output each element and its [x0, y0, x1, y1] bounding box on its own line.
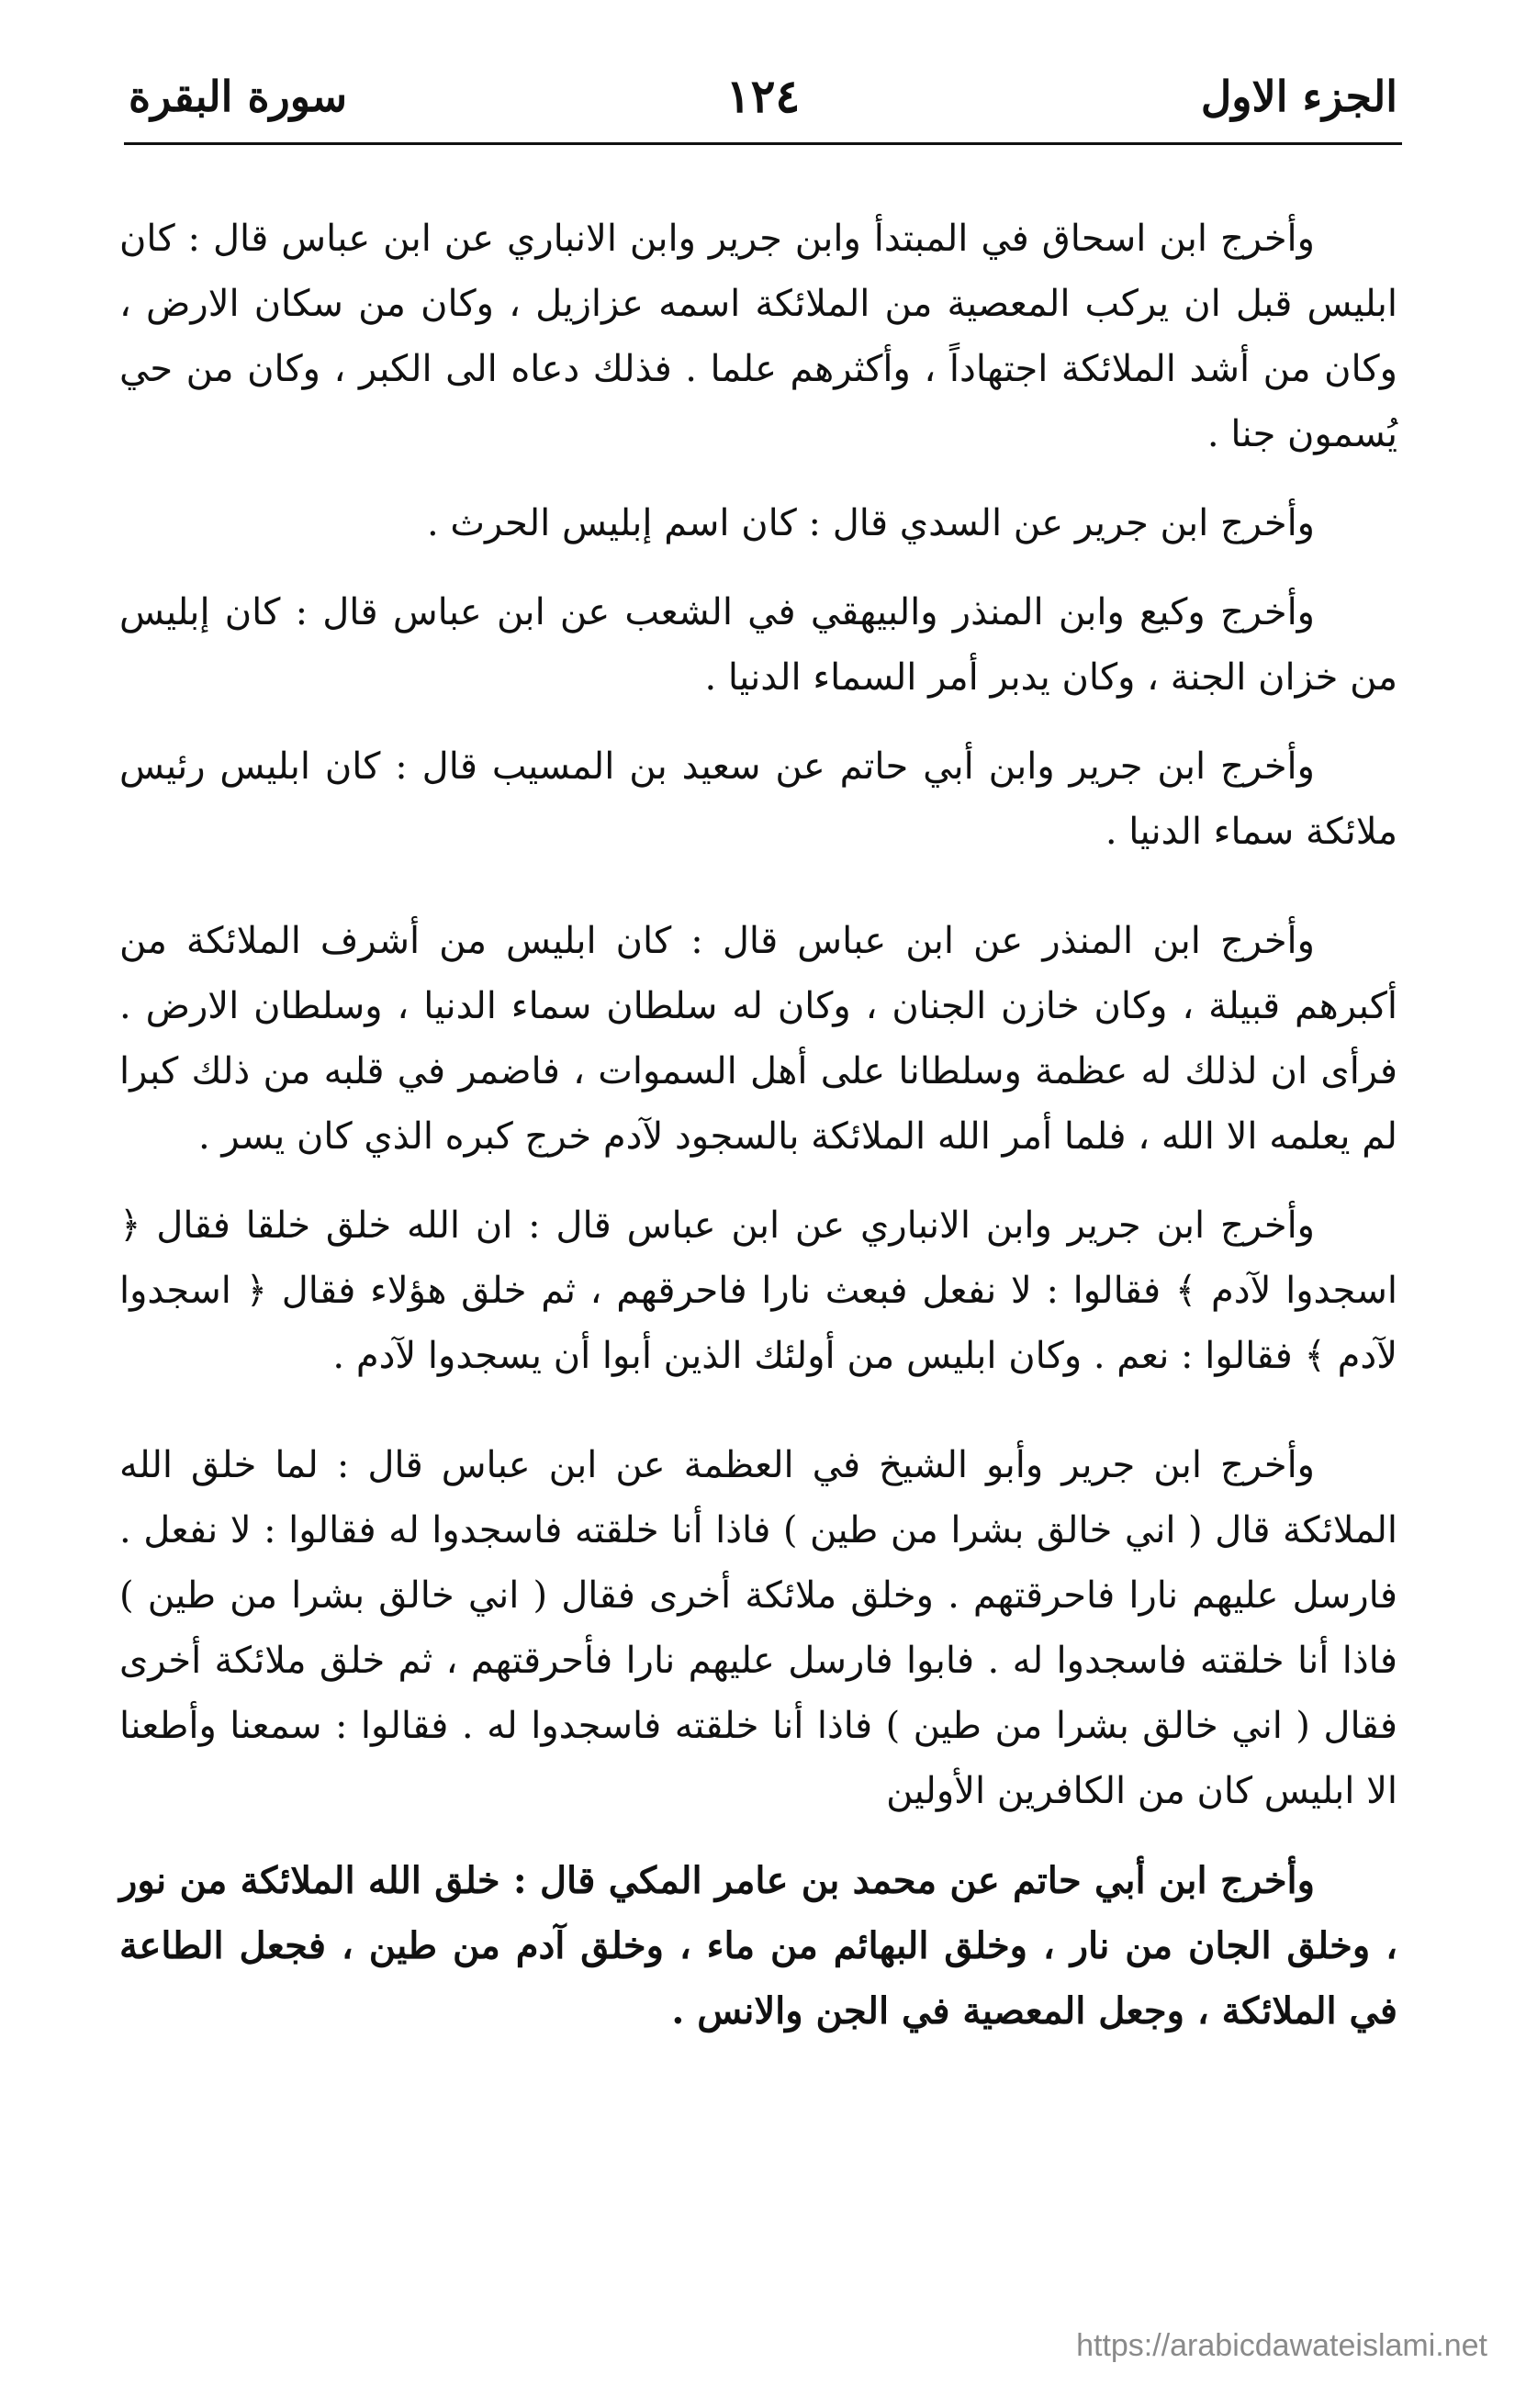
paragraph-3: وأخرج وكيع وابن المنذر والبيهقي في الشعب عن ابن عباس قال : كان إبليس من خزان الجنة ، وكان يدبر أمر السماء الدنيا .	[119, 591, 1397, 699]
watermark-url: https://arabicdawateislami.net	[1076, 2328, 1487, 2363]
paragraph-4: وأخرج ابن جرير وابن أبي حاتم عن سعيد بن المسيب قال : كان ابليس رئيس ملائكة سماء الدنيا .	[119, 745, 1397, 853]
paragraph-8: وأخرج ابن أبي حاتم عن محمد بن عامر المكي قال : خلق الله الملائكة من نور ، وخلق الجان من نار ، وخلق البهائم من ماء ، وخلق آدم من طين ، فجعل الطاعة في الملائكة ، وجعل المعصية في الجن والانس .	[119, 1859, 1397, 2033]
page-body	[119, 207, 1397, 2067]
paragraph-7: وأخرج ابن جرير وأبو الشيخ في العظمة عن ابن عباس قال : لما خلق الله الملائكة قال ( اني خالق بشرا من طين ) فاذا أنا خلقته فاسجدوا له فقالوا : لا نفعل . فارسل عليهم نارا فاحرقتهم . وخلق ملائكة أخرى فقال ( اني خالق بشرا من طين ) فاذا أنا خلقته فاسجدوا له . فابوا فارسل عليهم نارا فأحرقتهم ، ثم خلق ملائكة أخرى فقال ( اني خالق بشرا من طين ) فاذا أنا خلقته فاسجدوا له . فقالوا : سمعنا وأطعنا الا ابليس كان من الكافرين الأولين	[119, 1444, 1397, 1812]
surah-title: سورة البقرة	[129, 72, 348, 121]
paragraph-5: وأخرج ابن المنذر عن ابن عباس قال : كان ابليس من أشرف الملائكة من أكبرهم قبيلة ، وكان خازن الجنان ، وكان له سلطان سماء الدنيا ، وسلطان الارض . فرأى ان لذلك له عظمة وسلطانا على أهل السموات ، فاضمر في قلبه من ذلك كبرا لم يعلمه الا الله ، فلما أمر الله الملائكة بالسجود لآدم خرج كبره الذي كان يسر .	[119, 920, 1397, 1158]
paragraph-2: وأخرج ابن جرير عن السدي قال : كان اسم إبليس الحرث .	[426, 502, 1315, 544]
header-divider	[124, 142, 1402, 145]
paragraph-6: وأخرج ابن جرير وابن الانباري عن ابن عباس قال : ان الله خلق خلقا فقال ﴿ اسجدوا لآدم ﴾ فقالوا : لا نفعل فبعث نارا فاحرقهم ، ثم خلق هؤلاء فقال ﴿ اسجدوا لآدم ﴾ فقالوا : نعم . وكان ابليس من أولئك الذين أبوا أن يسجدوا لآدم .	[119, 1204, 1397, 1377]
page-number: ١٢٤	[725, 69, 801, 123]
volume-title: الجزء الاول	[1200, 72, 1397, 121]
page-header	[129, 55, 1397, 147]
paragraph-1: وأخرج ابن اسحاق في المبتدأ وابن جرير وابن الانباري عن ابن عباس قال : كان ابليس قبل ان يركب المعصية من الملائكة اسمه عزازيل ، وكان من سكان الارض ، وكان من أشد الملائكة اجتهاداً ، وأكثرهم علما . فذلك دعاه الى الكبر ، وكان من حي يُسمون جنا .	[119, 218, 1397, 455]
